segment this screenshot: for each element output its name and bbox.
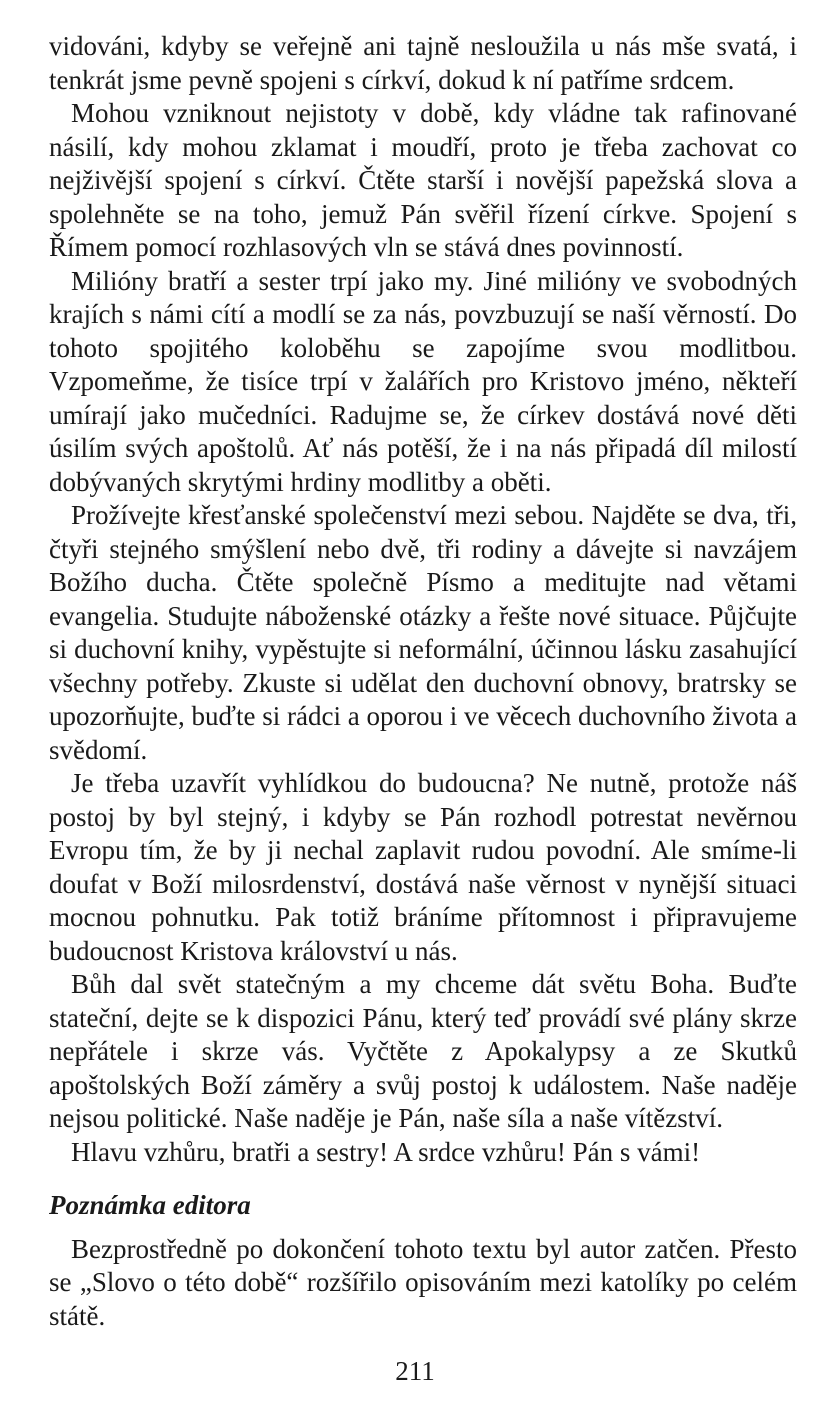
paragraph-6: Bůh dal svět statečným a my chceme dát světu Boha. Buďte stateční, dejte se k dispozici Pánu, který teď provádí své plány skrze nepřátele i skrze vás. Vyčtěte z Apokalypsy a ze Skutků apoštolských Boží záměry a svůj postoj k událostem. Naše naděje nejsou politické. Naše naděje je Pán, naše síla a naše vítězství.	[49, 969, 797, 1133]
page-body	[49, 30, 797, 1333]
paragraph-5: Je třeba uzavřít vyhlídkou do budoucna? Ne nutně, protože náš postoj by byl stejný, i kdyby se Pán rozhodl potrestat nevěrnou Evropu tím, že by ji nechal zaplavit rudou povodní. Ale smíme-li doufat v Boží milosrdenství, dostává naše věrnost v nynější situaci mocnou pohnutku. Pak totiž bráníme přítomnost i připravujeme budoucnost Kristova království u nás.	[49, 768, 797, 966]
editor-note-heading: Poznámka editora	[49, 1190, 251, 1220]
paragraph-7: Hlavu vzhůru, bratři a sestry! A srdce vzhůru! Pán s vámi!	[71, 1136, 701, 1167]
editor-note-text: Bezprostředně po dokončení tohoto textu byl autor zatčen. Přesto se „Slovo o této době“ rozšířilo opisováním mezi katolíky po celém státě.	[49, 1233, 797, 1331]
paragraph-1: vidováni, kdyby se veřejně ani tajně nesloužila u nás mše svatá, i tenkrát jsme pevně spojeni s církví, dokud k ní patříme srdcem.	[49, 31, 797, 95]
paragraph-2: Mohou vzniknout nejistoty v době, kdy vládne tak rafinované násilí, kdy mohou zklamat i moudří, proto je třeba zachovat co nejživější spojení s církví. Čtěte starší i novější papežská slova a spolehněte se na toho, jemuž Pán svěřil řízení církve. Spojení s Římem pomocí rozhlasových vln se stává dnes povinností.	[49, 98, 797, 262]
paragraph-3: Milióny bratří a sester trpí jako my. Jiné milióny ve svobodných krajích s námi cítí a modlí se za nás, povzbuzují se naší věrností. Do tohoto spojitého koloběhu se zapojíme svou modlitbou. Vzpomeňme, že tisíce trpí v žalářích pro Kristovo jméno, někteří umírají jako mučedníci. Radujme se, že církev dostává nové děti úsilím svých apoštolů. Ať nás potěší, že i na nás připadá díl milostí dobývaných skrytými hrdiny modlitby a oběti.	[49, 265, 797, 497]
page-number: 211	[395, 1356, 435, 1386]
paragraph-4: Prožívejte křesťanské společenství mezi sebou. Najděte se dva, tři, čtyři stejného smýšlení nebo dvě, tři rodiny a dávejte si navzájem Božího ducha. Čtěte společně Písmo a meditujte nad větami evangelia. Studujte náboženské otázky a řešte nové situace. Půjčujte si duchovní knihy, vypěstujte si neformální, účinnou lásku zasahující všechny potřeby. Zkuste si udělat den duchovní obnovy, bratrsky se upozorňujte, buďte si rádci a oporou i ve věcech duchovního života a svědomí.	[49, 500, 797, 765]
